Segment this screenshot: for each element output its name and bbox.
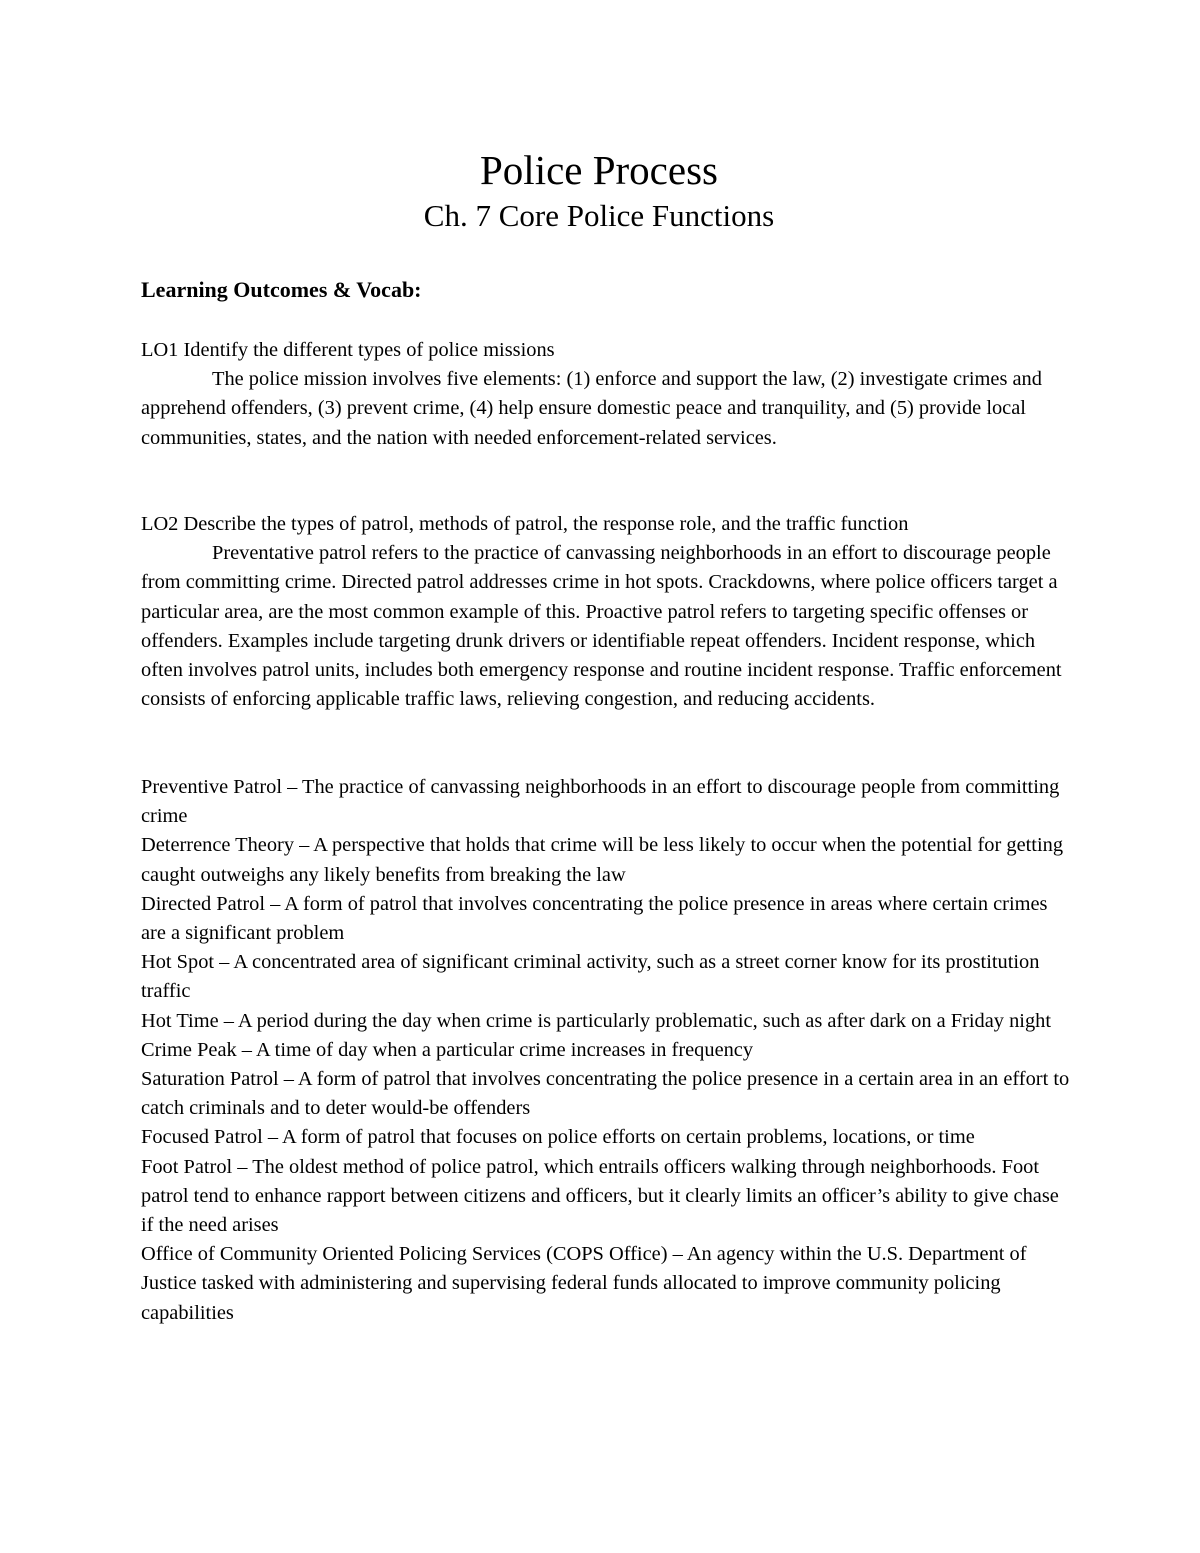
vocab-item: Office of Community Oriented Policing Services (COPS Office) – An agency within the U.S. Department of Justice tasked with administering and supervising federal funds allocated to improve community policing capabilities (141, 1243, 1027, 1324)
vocab-item: Directed Patrol – A form of patrol that involves concentrating the police presence in areas where certain crimes are a significant problem (141, 892, 1048, 945)
vocab-item: Hot Spot – A concentrated area of significant criminal activity, such as a street corner know for its prostitution traffic (141, 951, 1040, 1003)
vocab-item: Saturation Patrol – A form of patrol that involves concentrating the police presence in a certain area in an effort to catch criminals and to deter would-be offenders (141, 1068, 1070, 1120)
section-heading: Learning Outcomes & Vocab: (141, 277, 422, 302)
outcome-heading: LO2 Describe the types of patrol, methods of patrol, the response role, and the traffic function (141, 513, 909, 535)
vocab-item: Hot Time – A period during the day when crime is particularly problematic, such as after dark on a Friday night (141, 1009, 1052, 1032)
outcome-heading: LO1 Identify the different types of police missions (141, 339, 555, 361)
learning-outcome-1 (141, 336, 1071, 453)
vocab-item: Crime Peak – A time of day when a particular crime increases in frequency (141, 1038, 754, 1061)
vocab-item: Preventive Patrol – The practice of canvassing neighborhoods in an effort to discourage people from committing crime (141, 776, 1060, 828)
learning-outcome-2 (141, 510, 1071, 714)
vocab-item: Focused Patrol – A form of patrol that focuses on police efforts on certain problems, locations, or time (141, 1126, 975, 1149)
vocab-item: Deterrence Theory – A perspective that holds that crime will be less likely to occur when the potential for getting caught outweighs any likely benefits from breaking the law (141, 834, 1064, 886)
chapter-subtitle: Ch. 7 Core Police Functions (423, 198, 775, 233)
outcome-text: Preventative patrol refers to the practice of canvassing neighborhoods in an effort to discourage people from committing crime. Directed patrol addresses crime in hot spots. Crackdowns, where police officers target a particular area, are the most common example of this. Proactive patrol refers to targeting specific offenses or offenders. Examples include targeting drunk drivers or identifiable repeat offenders. Incident response, which often involves patrol units, includes both emergency response and routine incident response. Traffic enforcement consists of enforcing applicable traffic laws, relieving congestion, and reducing accidents. (141, 542, 1062, 711)
page-title: Police Process (480, 147, 718, 193)
vocab-list (141, 773, 1071, 1328)
vocab-item: Foot Patrol – The oldest method of police patrol, which entrails officers walking through neighborhoods. Foot patrol tend to enhance rapport between citizens and officers, but it clearly limits an officer’s ability to give chase if the need arises (141, 1155, 1059, 1237)
outcome-text: The police mission involves five elements: (1) enforce and support the law, (2) investigate crimes and apprehend offenders, (3) prevent crime, (4) help ensure domestic peace and tranquility, and (5) provide local communities, states, and the nation with needed enforcement-related services. (141, 368, 1042, 449)
